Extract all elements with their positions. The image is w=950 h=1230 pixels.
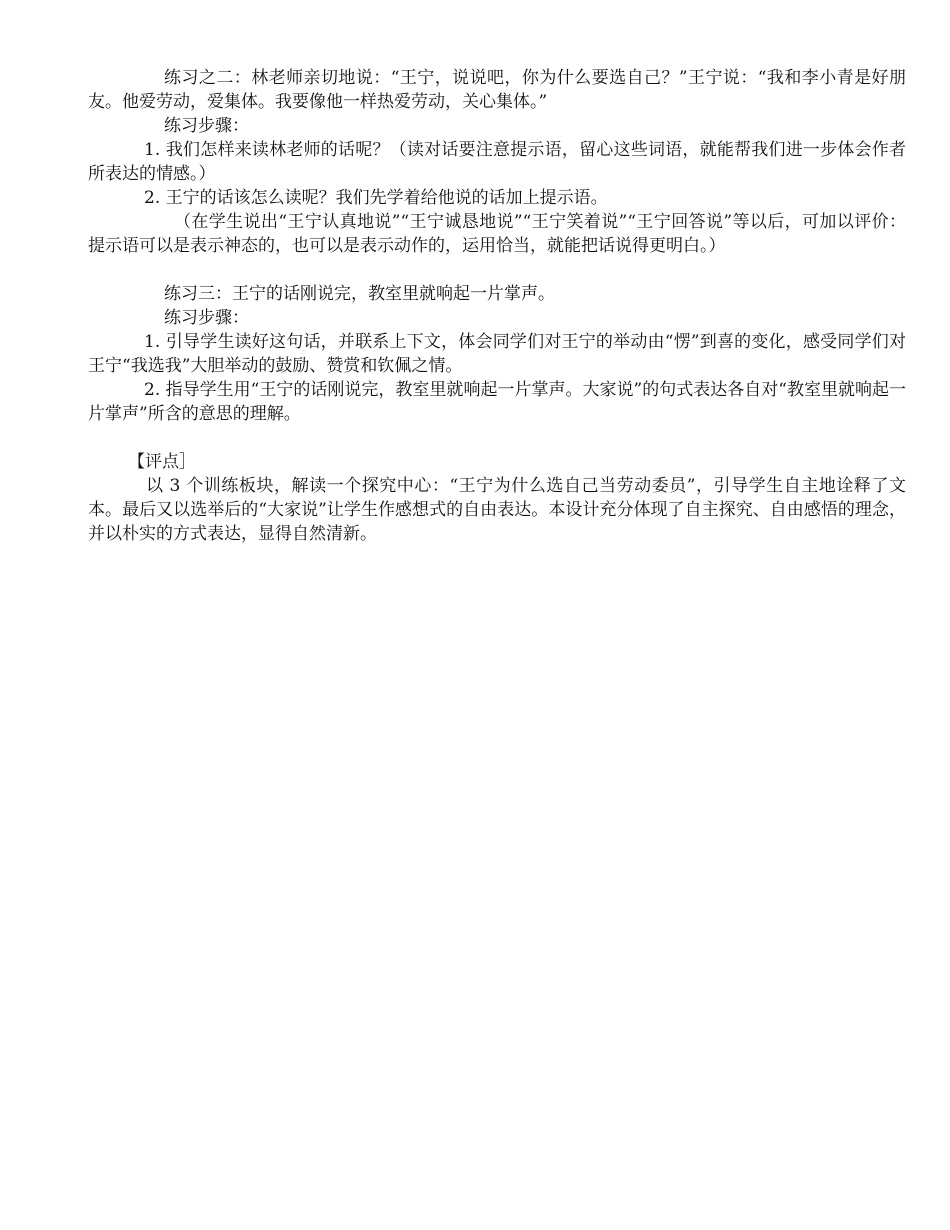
exercise-2-step-2: 2. 王宁的话该怎么读呢？我们先学着给他说的话加上提示语。 (144, 188, 608, 208)
exercise-2-step-1: 1. 我们怎样来读林老师的话呢？（读对话要注意提示语，留心这些词语，就能帮我们进一步体会作者所表达的情感。） (88, 140, 906, 184)
exercise-2-step-2-note: （在学生说出“王宁认真地说”“王宁诚恳地说”“王宁笑着说”“王宁回答说”等以后，可加以评价：提示语可以是表示神态的，也可以是表示动作的，运用恰当，就能把话说得更明白。） (88, 212, 906, 256)
exercise-3-step-1: 1. 引导学生读好这句话，并联系上下文，体会同学们对王宁的举动由“愣”到喜的变化，感受同学们对王宁“我选我”大胆举动的鼓励、赞赏和钦佩之情。 (88, 332, 906, 376)
exercise-2-intro: 练习之二：林老师亲切地说：“王宁，说说吧，你为什么要选自己？”王宁说：“我和李小青是好朋友。他爱劳动，爱集体。我要像他一样热爱劳动，关心集体。” (88, 68, 906, 112)
spacer (88, 426, 906, 450)
document-page (88, 66, 906, 546)
review-body: 以 3 个训练板块，解读一个探究中心：“王宁为什么选自己当劳动委员”，引导学生自主地诠释了文本。最后又以选举后的“大家说”让学生作感想式的自由表达。本设计充分体现了自主探究、自由感悟的理念，并以朴实的方式表达，显得自然清新。 (88, 476, 906, 544)
exercise-3-intro: 练习三：王宁的话刚说完，教室里就响起一片掌声。 (164, 284, 555, 304)
exercise-3-steps-label: 练习步骤： (164, 308, 249, 328)
exercise-3-step-2: 2. 指导学生用“王宁的话刚说完，教室里就响起一片掌声。大家说”的句式表达各自对“教室里就响起一片掌声”所含的意思的理解。 (88, 380, 906, 424)
spacer (88, 258, 906, 282)
exercise-2-steps-label: 练习步骤： (164, 116, 249, 136)
review-heading: 【评点］ (128, 452, 196, 472)
